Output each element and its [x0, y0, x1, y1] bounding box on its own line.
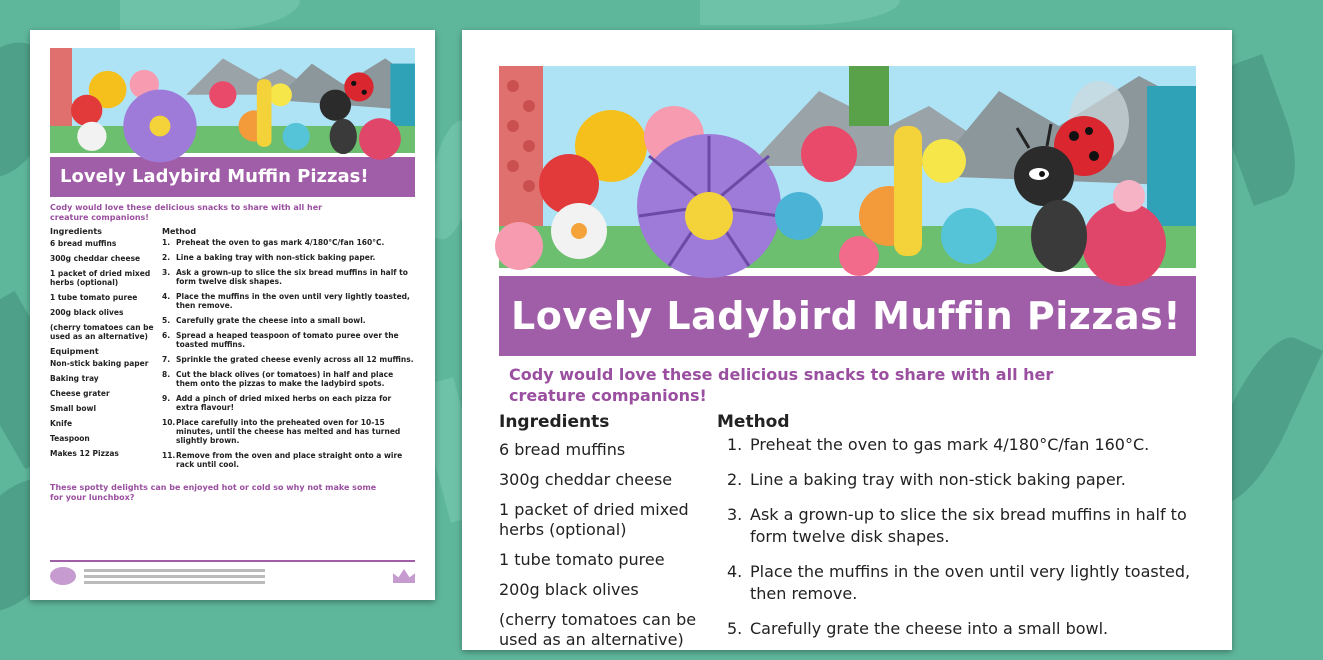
- small-method-step: 9. Add a pinch of dried mixed herbs on each pizza for extra flavour!: [162, 394, 392, 412]
- small-method-step: 6. Spread a heaped teaspoon of tomato puree over the toasted muffins.: [162, 331, 399, 349]
- small-equipment-item: Knife: [50, 419, 73, 428]
- small-ingredients-column: [50, 227, 162, 475]
- small-makes-note: Makes 12 Pizzas: [50, 449, 119, 458]
- small-recipe-intro: Cody would love these delicious snacks to share with all her creature companions!: [50, 203, 323, 222]
- small-method-heading: Method: [162, 227, 197, 236]
- ingredients-heading: Ingredients: [499, 412, 610, 432]
- large-recipe-page: [462, 30, 1232, 650]
- small-equipment-item: Teaspoon: [50, 434, 90, 443]
- ingredient-item: 300g cheddar cheese: [499, 470, 673, 489]
- method-column: [717, 412, 1196, 660]
- small-recipe-title: Lovely Ladybird Muffin Pizzas!: [50, 157, 415, 197]
- method-heading: Method: [717, 412, 790, 432]
- ingredients-column: [499, 412, 717, 660]
- small-method-step: 2. Line a baking tray with non-stick baking paper.: [162, 253, 376, 262]
- method-step: 5. Carefully grate the cheese into a small bowl.: [727, 619, 1109, 638]
- footer-fine-print: [84, 566, 385, 587]
- method-step: 1. Preheat the oven to gas mark 4/180°C/fan 160°C.: [727, 435, 1150, 454]
- ingredient-item: 1 tube tomato puree: [499, 550, 665, 569]
- small-method-step: 1. Preheat the oven to gas mark 4/180°C/fan 160°C.: [162, 238, 385, 247]
- small-ingredient-item: 6 bread muffins: [50, 239, 117, 248]
- small-equipment-item: Small bowl: [50, 404, 97, 413]
- small-ingredient-item: 1 tube tomato puree: [50, 293, 138, 302]
- ingredient-item: (cherry tomatoes can be used as an alternative): [499, 610, 697, 649]
- small-method-step: 10. Place carefully into the preheated oven for 10-15 minutes, until the cheese has melted and has turned slightly brown.: [162, 418, 401, 445]
- small-method-step: 11. Remove from the oven and place straight onto a wire rack until cool.: [162, 451, 403, 469]
- method-step: 4. Place the muffins in the oven until very lightly toasted, then remove.: [727, 562, 1191, 603]
- ingredient-item: 6 bread muffins: [499, 440, 626, 459]
- small-preview-page: [30, 30, 435, 600]
- small-equipment-item: Baking tray: [50, 374, 99, 383]
- recipe-intro: Cody would love these delicious snacks to share with all her creature companions!: [509, 365, 1054, 405]
- small-ingredient-item: 300g cheddar cheese: [50, 254, 141, 263]
- small-ingredient-item: (cherry tomatoes can be used as an alternative): [50, 323, 154, 341]
- small-method-step: 7. Sprinkle the grated cheese evenly across all 12 muffins.: [162, 355, 414, 364]
- small-recipe-outro: These spotty delights can be enjoyed hot or cold so why not make some for your lunchbox?: [50, 483, 377, 502]
- small-ingredients-heading: Ingredients: [50, 227, 102, 236]
- small-method-step: 4. Place the muffins in the oven until very lightly toasted, then remove.: [162, 292, 410, 310]
- small-method-step: 8. Cut the black olives (or tomatoes) in half and place them onto the pizzas to make the ladybird spots.: [162, 370, 394, 388]
- ingredient-item: 200g black olives: [499, 580, 639, 599]
- small-garden-illustration: [50, 48, 415, 153]
- brand-logo-icon: [50, 567, 76, 585]
- method-step: 3. Ask a grown-up to slice the six bread muffins in half to form twelve disk shapes.: [727, 505, 1187, 546]
- small-method-step: 3. Ask a grown-up to slice the six bread muffins in half to form twelve disk shapes.: [162, 268, 408, 286]
- small-equipment-heading: Equipment: [50, 347, 99, 356]
- small-ingredient-item: 200g black olives: [50, 308, 124, 317]
- small-method-column: [162, 227, 415, 475]
- small-equipment-item: Cheese grater: [50, 389, 110, 398]
- garden-illustration: [499, 66, 1196, 268]
- small-equipment-item: Non-stick baking paper: [50, 359, 149, 368]
- recipe-title: Lovely Ladybird Muffin Pizzas!: [499, 276, 1196, 356]
- method-step: 2. Line a baking tray with non-stick baking paper.: [727, 470, 1126, 489]
- small-ingredient-item: 1 packet of dried mixed herbs (optional): [50, 269, 151, 287]
- crown-icon: [393, 569, 415, 583]
- small-page-footer: [50, 560, 415, 590]
- small-method-step: 5. Carefully grate the cheese into a small bowl.: [162, 316, 366, 325]
- ingredient-item: 1 packet of dried mixed herbs (optional): [499, 500, 689, 539]
